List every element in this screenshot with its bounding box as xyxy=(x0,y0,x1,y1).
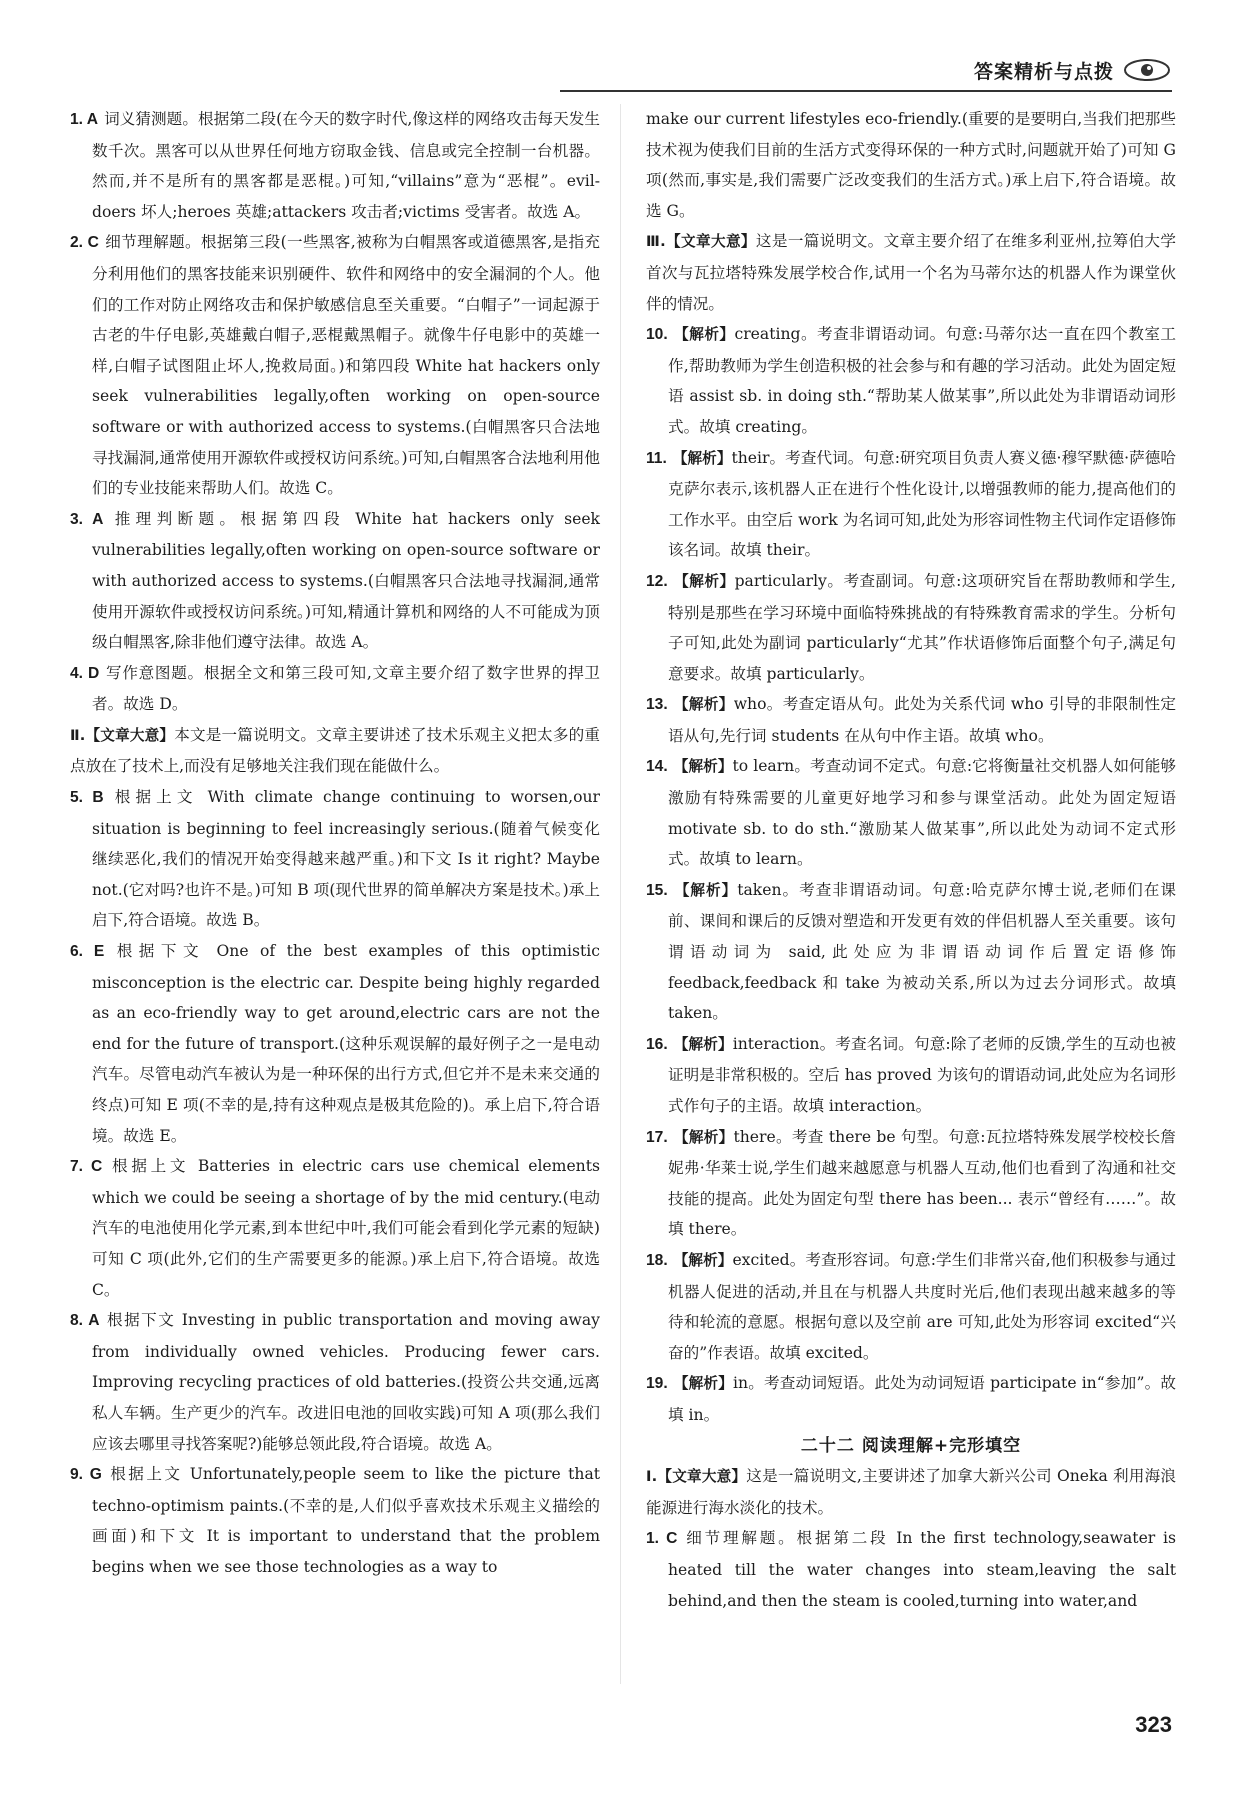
answer-item xyxy=(70,1151,600,1305)
item-text: 推理判断题。根据第四段 White hat hackers only seek vulnerabilities legally,often working on open-source software or with authorized access to systems.(白帽黑客只合法地寻找漏洞,通常使用开源软件或授权访问系统。)可知,精通计算机和网络的人不可能成为顶级白帽黑客,除非他们遵守法律。故选 A。 xyxy=(92,509,600,652)
item-tag: 【解析】 xyxy=(673,326,735,344)
answer-item xyxy=(646,875,1176,1029)
answer-item xyxy=(646,443,1176,566)
answer-item xyxy=(646,751,1176,874)
item-tag: 【解析】 xyxy=(673,1251,733,1269)
item-text: who。考查定语从句。此处为关系代词 who 引导的非限制性定语从句,先行词 students 在从句中作主语。故填 who。 xyxy=(668,695,1176,745)
answer-item xyxy=(646,566,1176,689)
answer-item xyxy=(70,104,600,227)
item-text: there。考查 there be 句型。句意:瓦拉塔特殊发展学校校长詹妮弗·华莱士说,学生们越来越愿意与机器人互动,他们也看到了沟通和社交技能的提高。此处为固定句型 there has been... 表示“曾经有……”。故填 there。 xyxy=(668,1127,1176,1239)
item-text: their。考查代词。句意:研究项目负责人赛义德·穆罕默德·萨德哈克萨尔表示,该机器人正在进行个性化设计,以增强教师的能力,提高他们的工作水平。由空后 work 为名词可知,此处为形容词性物主代词作定语修饰该名词。故填 their。 xyxy=(668,448,1176,560)
item-number: 5. B xyxy=(70,789,104,807)
section-title: 二十二 阅读理解+完形填空 xyxy=(800,1435,1022,1456)
page-number: 323 xyxy=(1135,1712,1172,1737)
item-text: 细节理解题。根据第三段(一些黑客,被称为白帽黑客或道德黑客,是指充分利用他们的黑客技能来识别硬件、软件和网络中的安全漏洞的个人。他们的工作对防止网络攻击和保护敏感信息至关重要。“白帽子”一词起源于古老的牛仔电影,英雄戴白帽子,恶棍戴黑帽子。就像牛仔电影中的英雄一样,白帽子试图阻止坏人,挽救局面。)和第四段 White hat hackers only seek vulnerabilities legally,often working on open-source software or with authorized access to systems.(白帽黑客只合法地寻找漏洞,通常使用开源软件或授权访问系统。)可知,白帽黑客合法地利用他们的专业技能来帮助人们。故选 C。 xyxy=(92,233,601,498)
answer-item xyxy=(646,1245,1176,1368)
item-text: 这是一篇说明文。文章主要介绍了在维多利亚州,拉筹伯大学首次与瓦拉塔特殊发展学校合作,试用一个名为马蒂尔达的机器人作为课堂伙伴的情况。 xyxy=(646,232,1176,313)
summary-paragraph xyxy=(646,226,1176,319)
answer-item xyxy=(646,319,1176,442)
continued-paragraph xyxy=(646,104,1176,226)
header-title: 答案精析与点拨 xyxy=(973,60,1114,83)
item-text: interaction。考查名词。句意:除了老师的反馈,学生的互动也被证明是非常积极的。空后 has proved 为该句的谓语动词,此处应为名词形式作句子的主语。故填 interaction。 xyxy=(668,1034,1176,1115)
item-number: 16. xyxy=(646,1035,668,1053)
item-number: 6. E xyxy=(70,943,105,961)
item-text: in。考查动词短语。此处为动词短语 participate in“参加”。故填 in。 xyxy=(668,1374,1176,1424)
answer-item xyxy=(646,1368,1176,1430)
eye-logo-icon xyxy=(1122,57,1172,83)
summary-paragraph xyxy=(70,720,600,782)
answer-item xyxy=(646,1122,1176,1245)
item-text: 这是一篇说明文,主要讲述了加拿大新兴公司 Oneka 利用海浪能源进行海水淡化的技术。 xyxy=(646,1467,1176,1517)
item-text: taken。考查非谓语动词。句意:哈克萨尔博士说,老师们在课前、课间和课后的反馈对塑造和开发更有效的伴侣机器人至关重要。该句谓语动词为 said,此处应为非谓语动词作后置定语修饰 feedback,feedback 和 take 为被动关系,所以为过去分词形式。故填 taken。 xyxy=(668,880,1176,1023)
item-number: 7. C xyxy=(70,1158,103,1176)
item-number: 19. xyxy=(646,1375,668,1393)
answer-item xyxy=(70,782,600,936)
item-tag: Ⅱ.【文章大意】 xyxy=(70,726,175,744)
item-text: 词义猜测题。根据第二段(在今天的数字时代,像这样的网络攻击每天发生数千次。黑客可以从世界任何地方窃取金钱、信息或完全控制一台机器。然而,并不是所有的黑客都是恶棍。)可知,“villains”意为“恶棍”。evil-doers 坏人;heroes 英雄;attackers 攻击者;victims 受害者。故选 A。 xyxy=(92,110,600,221)
item-tag: 【解析】 xyxy=(673,1128,734,1146)
item-number: 10. xyxy=(646,326,668,344)
item-number: 12. xyxy=(646,572,668,590)
answer-item xyxy=(70,227,600,503)
answer-item xyxy=(646,1029,1176,1122)
item-text: 根据下文 One of the best examples of this optimistic misconception is the electric car. Despite being highly regarded as an eco-friendly way to get around,electric cars are not the end for the future of transport.(这种乐观误解的最好例子之一是电动汽车。尽管电动汽车被认为是一种环保的出行方式,但它并不是未来交通的终点)可知 E 项(不幸的是,持有这种观点是极其危险的)。承上启下,符合语境。故选 E。 xyxy=(92,942,600,1145)
page-header xyxy=(974,52,1172,88)
item-text: 根据上文 Batteries in electric cars use chemical elements which we could be seeing a shortage of by the mid century.(电动汽车的电池使用化学元素,到本世纪中叶,我们可能会看到化学元素的短缺)可知 C 项(此外,它们的生产需要更多的能源。)承上启下,符合语境。故选 C。 xyxy=(92,1157,600,1299)
answer-item xyxy=(70,504,600,658)
answer-item xyxy=(70,1459,600,1582)
item-text: 根据下文 Investing in public transportation and moving away from individually owned vehicles. Producing fewer cars. Improving recycling practices of old batteries.(投资公共交通,远离私人车辆。生产更少的汽车。改进旧电池的回收实践)可知 A 项(那么我们应该去哪里寻找答案呢?)能够总领此段,符合语境。故选 A。 xyxy=(92,1311,600,1453)
item-tag: 【解析】 xyxy=(673,1035,733,1053)
item-number: 2. C xyxy=(70,234,99,252)
item-tag: 【解析】 xyxy=(673,1375,733,1393)
item-text: 细节理解题。根据第二段 In the first technology,seawater is heated till the water changes into steam,leaving the salt behind,and then the steam is cooled,turning into water,and xyxy=(668,1529,1176,1610)
item-number: 13. xyxy=(646,696,668,714)
item-text: creating。考查非谓语动词。句意:马蒂尔达一直在四个教室工作,帮助教师为学生创造积极的社会参与和有趣的学习活动。此处为固定短语 assist sb. in doing sth.“帮助某人做某事”,所以此处为非谓语动词形式。故填 creating。 xyxy=(668,325,1176,436)
answer-item xyxy=(646,689,1176,751)
summary-paragraph xyxy=(646,1461,1176,1523)
item-number: 9. G xyxy=(70,1466,102,1484)
item-text: make our current lifestyles eco-friendly.(重要的是要明白,当我们把那些技术视为使我们目前的生活方式变得环保的一种方式时,问题就开始了)可知 G 项(然而,事实是,我们需要广泛改变我们的生活方式。)承上启下,符合语境。故选 G。 xyxy=(646,110,1176,220)
answer-item xyxy=(70,658,600,720)
item-number: 1. A xyxy=(70,111,99,128)
item-number: 18. xyxy=(646,1251,668,1269)
item-tag: 【解析】 xyxy=(673,758,733,776)
answer-item xyxy=(646,1523,1176,1616)
item-text: 根据上文 With climate change continuing to worsen,our situation is beginning to feel increasingly serious.(随着气候变化继续恶化,我们的情况开始变得越来越严重。)和下文 Is it right? Maybe not.(它对吗?也许不是。)可知 B 项(现代世界的简单解决方案是技术。)承上启下,符合语境。故选 B。 xyxy=(92,788,600,930)
item-number: 17. xyxy=(646,1128,668,1146)
item-text: excited。考查形容词。句意:学生们非常兴奋,他们积极参与通过机器人促进的活动,并且在与机器人共度时光后,他们表现出越来越多的等待和轮流的意愿。根据句意以及空前 are 可知,此处为形容词 excited“兴奋的”作表语。故填 excited。 xyxy=(668,1250,1176,1362)
item-number: 15. xyxy=(646,881,668,899)
left-column xyxy=(70,104,600,1583)
item-tag: 【解析】 xyxy=(673,696,734,714)
item-tag: Ⅲ.【文章大意】 xyxy=(646,233,756,251)
column-divider xyxy=(620,104,621,1684)
header-rule xyxy=(560,90,1172,92)
item-text: particularly。考查副词。句意:这项研究旨在帮助教师和学生,特别是那些在学习环境中面临特殊挑战的有特殊教育需求的学生。分析句子可知,此处为副词 particularly“尤其”作状语修饰后面整个句子,满足句意要求。故填 particularly。 xyxy=(668,571,1176,683)
item-number: 8. A xyxy=(70,1312,100,1330)
item-number: 3. A xyxy=(70,510,104,528)
item-number: 11. xyxy=(646,449,667,467)
item-number: 14. xyxy=(646,758,668,776)
item-tag: Ⅰ.【文章大意】 xyxy=(646,1468,747,1486)
item-tag: 【解析】 xyxy=(673,881,738,899)
item-number: 4. D xyxy=(70,664,100,682)
item-text: 根据上文 Unfortunately,people seem to like the picture that techno-optimism paints.(不幸的是,人们似乎喜欢技术乐观主义描绘的画面)和下文 It is important to understand that the problem begins when we see those technologies as a way to xyxy=(92,1465,601,1576)
item-text: to learn。考查动词不定式。句意:它将衡量社交机器人如何能够激励有特殊需要的儿童更好地学习和参与课堂活动。此处为固定短语 motivate sb. to do sth.“激励某人做某事”,所以此处为动词不定式形式。故填 to learn。 xyxy=(668,757,1176,869)
answer-item xyxy=(70,936,600,1151)
item-text: 本文是一篇说明文。文章主要讲述了技术乐观主义把太多的重点放在了技术上,而没有足够地关注我们现在能做什么。 xyxy=(70,725,600,776)
item-number: 1. C xyxy=(646,1530,678,1548)
answer-item xyxy=(70,1305,600,1459)
item-text: 写作意图题。根据全文和第三段可知,文章主要介绍了数字世界的捍卫者。故选 D。 xyxy=(92,663,600,714)
right-column xyxy=(646,104,1176,1616)
item-tag: 【解析】 xyxy=(672,449,732,467)
item-tag: 【解析】 xyxy=(673,572,735,590)
